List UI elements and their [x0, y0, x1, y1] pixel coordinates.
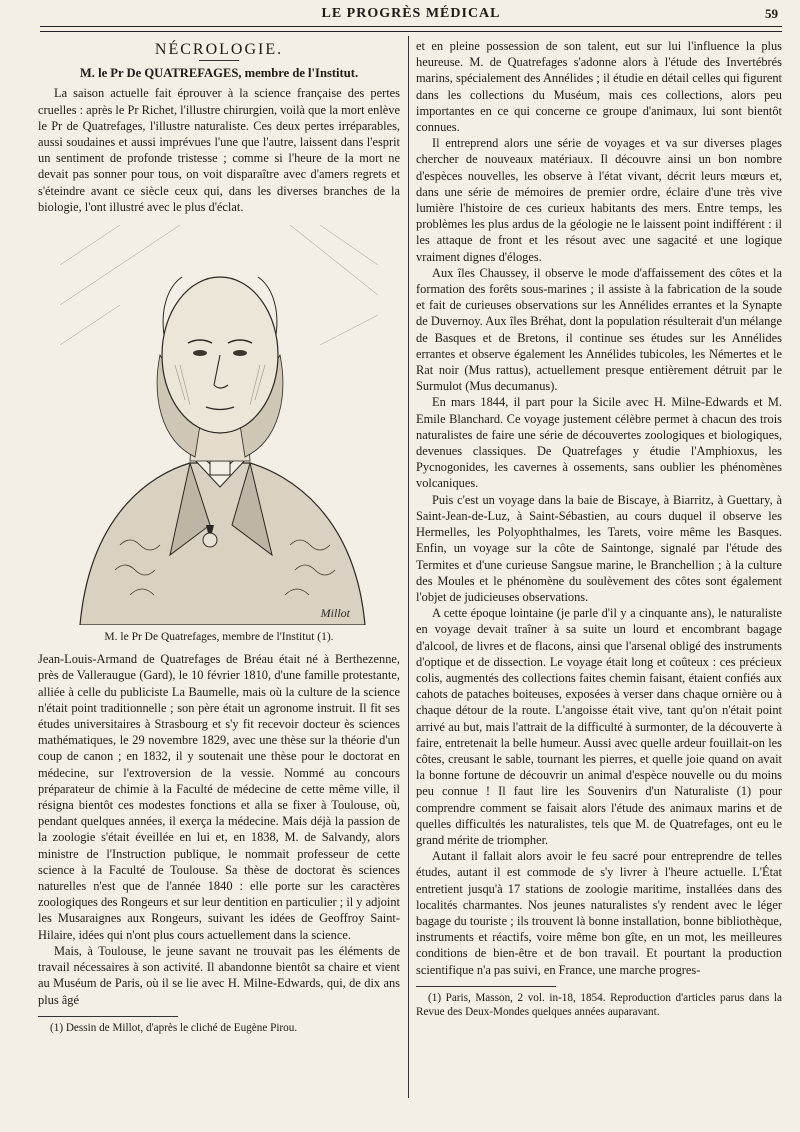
right-paragraph: En mars 1844, il part pour la Sicile avec H. Milne-Edwards et M. Emile Blanchard. Ce voyage justement célèbre permet à chacun des trois naturalistes de faire une série de découvertes zoologiques et biologiques, devenues classiques. De Quatrefages y étudie l'Amphioxus, les Pycnogonides, les cavernes à ossements, sans oublier les phénomènes volcaniques.	[416, 395, 782, 491]
left-paragraph: Mais, à Toulouse, le jeune savant ne trouvait pas les éléments de travail nécessaires à son activité. Il abandonne bientôt sa chaire et vient au Muséum de Paris, où il se lie avec H. Milne-Edwards, qui, de dix ans plus âgé	[38, 943, 400, 1007]
right-paragraph: Puis c'est un voyage dans la baie de Biscaye, à Biarritz, à Guettary, à Saint-Jean-de-Luz, à Saint-Sébastien, au cours duquel il observe les Hermelles, les Polyophthalmes, les Tarets, voire même les Basques. Enfin, un voyage sur la côte de Saintonge, signalé par l'étude des Termites et d'une curieuse Sangsue marine, le Branchellion ; à la culture des Moules et le phénomène du soulèvement des côtes sont également l'objet de judicieuses observations.	[416, 492, 782, 604]
header-rule	[40, 26, 782, 32]
right-column	[416, 38, 782, 1019]
portrait-caption: M. le Pr De Quatrefages, membre de l'Institut (1).	[104, 631, 334, 644]
footnote-rule	[416, 986, 556, 987]
right-paragraph: Autant il fallait alors avoir le feu sacré pour entreprendre de telles études, autant il est commode de s'y livrer à l'heure actuelle. L'État entretient jusqu'à 17 stations de zoologie maritime, installées dans des localités charmantes. Nos jeunes naturalistes s'y rendent avec le léger bagage du touriste ; ils trouvent là bonne installation, bonne bibliothèque, instruments et réactifs, voire même bon gîte, en un mot, les meilleures conditions de bien-être et de bon travail. Et pourtant la production scientifique n'a pas suivi, en France, une marche progres-	[416, 849, 782, 977]
intro-paragraph: La saison actuelle fait éprouver à la science française des pertes cruelles : après le Pr Richet, l'illustre chirurgien, voilà que la mort enlève le Pr de Quatrefages, l'illustre naturaliste. Ces deux pertes irréparables, aussi soudaines et aussi imprévues l'une que l'autre, laissent dans l'esprit un sentiment de profonde tristesse ; comme si l'heure de la mort ne devait pas sonner pour tous, on voit disparaître avec d'amers regrets et s'éteindre avant ce siècle ceux qui, dans les diverses branches de la biologie, l'ont illustré avec le plus d'éclat.	[38, 86, 400, 214]
right-paragraph: et en pleine possession de son talent, eut sur lui l'influence la plus heureuse. M. de Quatrefages s'adonne alors à l'étude des Invertébrés marins, spécialement des Annélides ; il étudie en détail celles qui figurent dans les collections du Muséum, mais ces collections, alors peu importantes en ce qui concerne ce groupe d'animaux, lui sont bientôt connues.	[416, 39, 782, 135]
page-number: 59	[765, 6, 778, 21]
right-paragraph: Il entreprend alors une série de voyages et va sur diverses plages chercher de nouveaux matériaux. Il découvre ainsi un bon nombre d'espèces nouvelles, les observe à l'état vivant, décrit leurs mœurs et, dans une série de mémoires de premier ordre, éclaire d'une très vive lumière l'histoire de ces curieux habitants des mers. Entre temps, les problèmes les plus ardus de la géologie ne le laissent point indifférent : il les attaque de front et les résout avec une sagacité et une logique vraiment dignes d'éloges.	[416, 136, 782, 264]
obituary-subtitle: M. le Pr De QUATREFAGES, membre de l'Institut.	[79, 66, 359, 81]
portrait-illustration	[60, 225, 378, 625]
right-paragraph: Aux îles Chaussey, il observe le mode d'affaissement des côtes et la formation des forêts sous-marines ; il assiste à la fabrication de la soude et fait de curieuses observations sur les Annélides errantes et la Synapte de Duvernoy. Aux îles Bréhat, dont la population résulterait d'un mélange de Basques et de Bretons, il continue ses études sur les Annélides errantes et observe également les Annélides tubicoles, les Némertes et le Rat noir (Mus rattus), actuellement presque entièrement détruit par le Surmulot (Mus decumanus).	[416, 265, 782, 394]
right-paragraph: A cette époque lointaine (je parle d'il y a cinquante ans), le naturaliste en voyage devait traîner à sa suite un lourd et encombrant bagage d'alcool, de livres et de flacons, ainsi que l'arsenal obligé des instruments d'optique et de dissection. Le voyage était long et coûteux : ces précieux colis, augmentés des collections faites chemin faisant, étaient confiés aux cahots de pataches boiteuses, exposées à verser dans chaque ornière ou à chaque détour de la route. L'angoisse était vive, tant qu'on n'était point arrivé au but, mais l'attrait de la difficulté à surmonter, de la découverte à faire, entretenait la belle humeur. Aussi avec quelle ardeur fouillait-on les côtes, creusant le sable, tournant les pierres, et quelle joie quand on avait la bonne fortune de découvrir un animal d'espèce nouvelle ou du moins peu connue ! Il faut lire les Souvenirs d'un Naturaliste (1) pour comprendre comment se faisait alors l'étude des animaux marins et de quelles difficultés les naturalistes, tels que M. de Quatrefages, ont eu le grand mérite de triompher.	[416, 606, 782, 847]
artist-signature: Millot	[320, 606, 350, 621]
left-footnote: (1) Dessin de Millot, d'après le cliché de Eugène Pirou.	[50, 1021, 298, 1034]
title-rule	[199, 60, 239, 61]
journal-title: LE PROGRÈS MÉDICAL	[321, 6, 501, 21]
right-footnote: (1) Paris, Masson, 2 vol. in-18, 1854. Reproduction d'articles parus dans la Revue des Deux-Mondes quelques années auparavant.	[416, 991, 782, 1018]
left-paragraph: Jean-Louis-Armand de Quatrefages de Bréau était né à Berthezenne, près de Valleraugue (Gard), le 10 février 1810, d'une famille protestante, alliée à celle du publiciste La Baumelle, mais où la culture de la science n'était point traditionnelle ; son père était un agronome instruit. Il fit ses études universitaires à Strasbourg et s'y fit recevoir docteur ès sciences mathématiques, le 29 novembre 1829, avec une thèse sur la théorie d'un coup de canon ; en 1832, il y soutenait une thèse pour le doctorat en médecine, sur l'extroversion de la vessie. Nommé au concours préparateur de chimie à la Faculté de médecine de cette même ville, il résigna bientôt ces modestes fonctions et alla se fixer à Toulouse, où, pendant quelques années, il exerça la médecine. Mais déjà la passion de la zoologie s'était éveillée en lui et, en 1838, M. de Salvandy, alors ministre de l'Instruction publique, le nommait professeur de cette science à la Faculté de Toulouse. Sa thèse de doctorat ès sciences naturelles n'est que de l'année 1840 : elle porte sur les caractères zoologiques des Rongeurs et sur leur dentition en particulier ; il y adjoint les Musaraignes aux Rongeurs, suivant les idées de Geoffroy Saint-Hilaire, idées qui n'ont plus cours actuellement dans la science.	[38, 652, 401, 942]
column-divider	[408, 36, 409, 1098]
left-body	[38, 651, 400, 1007]
running-header	[40, 6, 782, 28]
section-title: NÉCROLOGIE.	[154, 41, 284, 58]
footnote-rule	[38, 1016, 178, 1017]
left-column	[38, 38, 400, 1035]
portrait-engraving	[60, 225, 378, 625]
